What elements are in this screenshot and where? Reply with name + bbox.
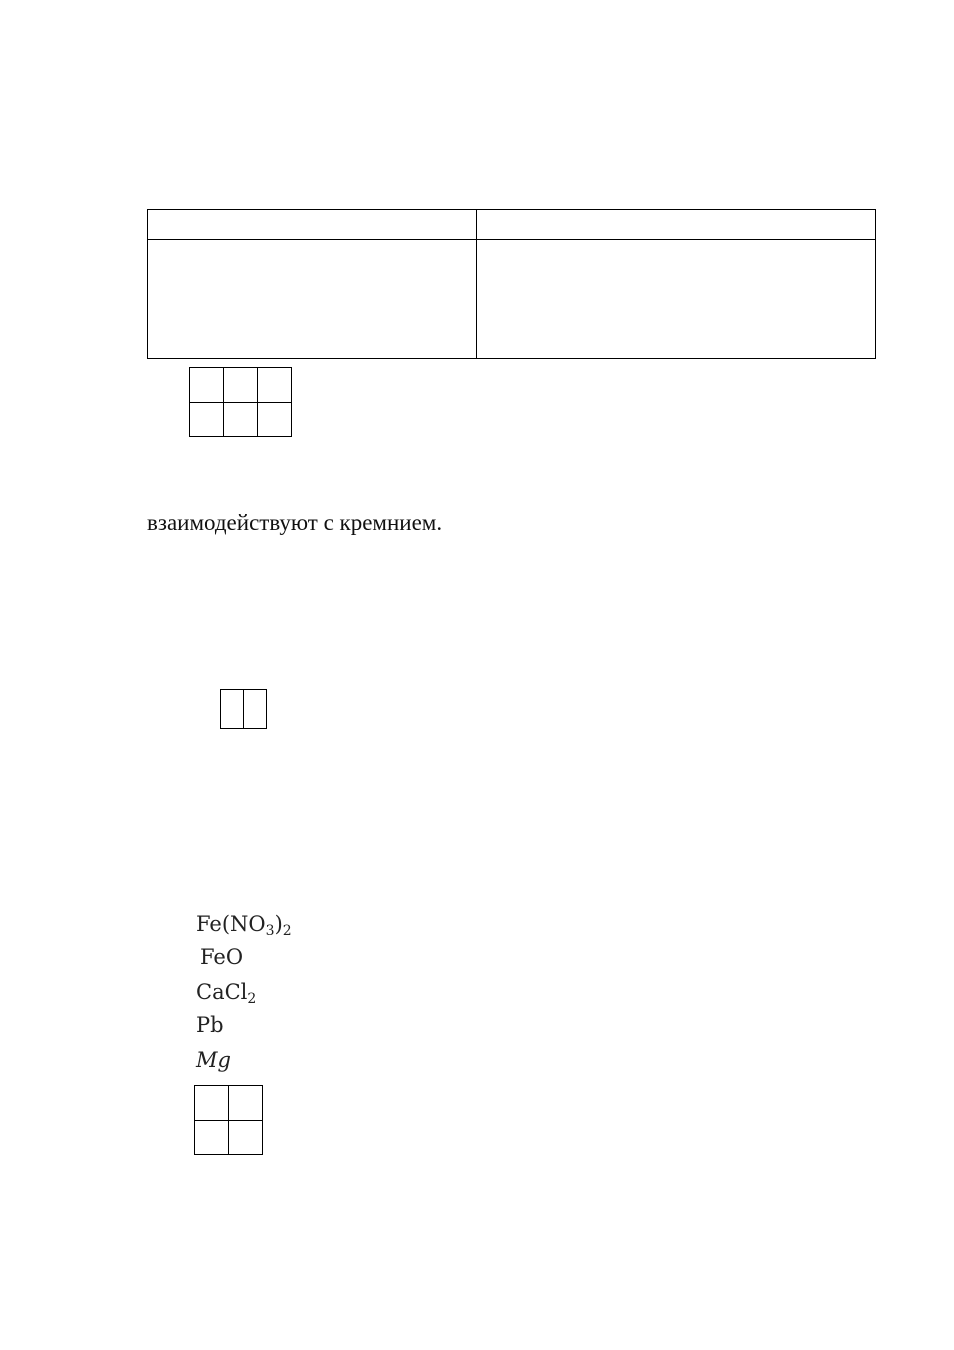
matching-table — [147, 209, 876, 359]
table-header-right — [477, 210, 876, 240]
option-formula-1 — [196, 911, 292, 937]
answer-cell[interactable] — [195, 1121, 229, 1155]
answer-cell[interactable] — [224, 403, 258, 437]
answer-cell[interactable] — [190, 368, 224, 403]
formula-text: CaCl — [196, 980, 248, 1004]
answer-cell[interactable] — [190, 403, 224, 437]
formula-text: Pb — [196, 1013, 224, 1037]
formula-subscript: 2 — [247, 991, 257, 1007]
option-formula-5 — [196, 1047, 231, 1073]
answer-grid-options — [194, 1085, 263, 1155]
answer-cell[interactable] — [221, 690, 244, 729]
table-header-row — [148, 210, 876, 240]
answer-cell[interactable] — [224, 368, 258, 403]
option-formula-4 — [196, 1012, 224, 1038]
answer-grid-matching — [189, 367, 292, 437]
answer-cell[interactable] — [195, 1086, 229, 1121]
table-header-left — [148, 210, 477, 240]
formula-text: FeO — [200, 945, 244, 969]
answer-cell[interactable] — [258, 368, 292, 403]
table-cell-left — [148, 240, 477, 359]
answer-cell[interactable] — [244, 690, 267, 729]
table-cell-right — [477, 240, 876, 359]
option-formula-2 — [200, 944, 243, 970]
answer-grid-silicon — [220, 689, 267, 729]
answer-cell[interactable] — [229, 1086, 263, 1121]
formula-subscript: 3 — [265, 923, 275, 939]
table-row — [148, 240, 876, 359]
formula-subscript: 2 — [282, 923, 292, 939]
answer-cell[interactable] — [258, 403, 292, 437]
option-formula-3 — [196, 979, 256, 1005]
formula-text: Fe(NO — [196, 912, 266, 936]
answer-cell[interactable] — [229, 1121, 263, 1155]
formula-text: Mg — [196, 1048, 231, 1072]
formula-text: ) — [274, 912, 283, 936]
task-sentence: взаимодействуют с кремнием. — [147, 510, 443, 535]
